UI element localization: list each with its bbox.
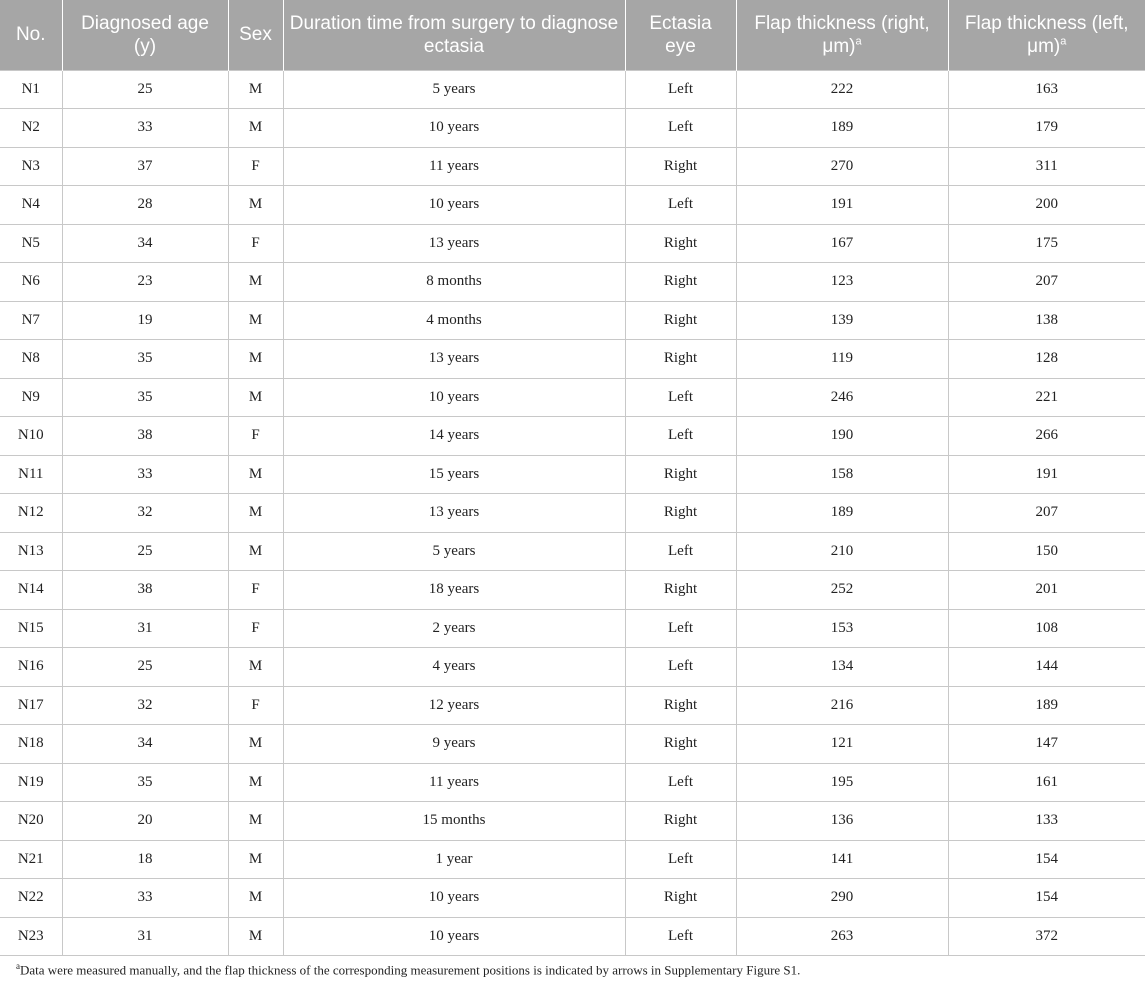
cell-age: 33 [62, 109, 228, 148]
table-row [0, 186, 1145, 225]
cell-flap-right: 141 [736, 840, 948, 879]
table-row [0, 301, 1145, 340]
cell-no: N14 [0, 571, 62, 610]
table-row [0, 686, 1145, 725]
cell-ectasia-eye: Right [625, 571, 736, 610]
cell-sex: M [228, 840, 283, 879]
cell-flap-left: 207 [948, 263, 1145, 302]
footnote-text: Data were measured manually, and the flap thickness of the corresponding measurement positions is indicated by arrows in Supplementary Figure S1. [20, 962, 801, 978]
cell-flap-left: 189 [948, 686, 1145, 725]
cell-no: N5 [0, 224, 62, 263]
cell-flap-right: 134 [736, 648, 948, 687]
cell-flap-left: 200 [948, 186, 1145, 225]
cell-no: N22 [0, 879, 62, 918]
table-row [0, 725, 1145, 764]
header-label: Sex [239, 24, 272, 46]
header-label: No. [15, 24, 46, 46]
cell-flap-right: 167 [736, 224, 948, 263]
cell-sex: M [228, 70, 283, 109]
cell-sex: M [228, 763, 283, 802]
cell-flap-left: 191 [948, 455, 1145, 494]
cell-flap-left: 372 [948, 917, 1145, 956]
cell-ectasia-eye: Right [625, 686, 736, 725]
cell-age: 32 [62, 686, 228, 725]
cell-age: 25 [62, 70, 228, 109]
cell-ectasia-eye: Right [625, 725, 736, 764]
table-row [0, 455, 1145, 494]
cell-duration: 5 years [283, 532, 625, 571]
table-row [0, 340, 1145, 379]
cell-age: 38 [62, 417, 228, 456]
cell-duration: 10 years [283, 109, 625, 148]
cell-sex: M [228, 301, 283, 340]
cell-sex: F [228, 147, 283, 186]
cell-sex: F [228, 686, 283, 725]
cell-duration: 10 years [283, 879, 625, 918]
cell-sex: M [228, 879, 283, 918]
cell-flap-right: 246 [736, 378, 948, 417]
cell-age: 25 [62, 532, 228, 571]
cell-no: N10 [0, 417, 62, 456]
cell-no: N1 [0, 70, 62, 109]
cell-flap-left: 154 [948, 879, 1145, 918]
cell-no: N7 [0, 301, 62, 340]
cell-duration: 11 years [283, 147, 625, 186]
cell-flap-right: 189 [736, 494, 948, 533]
cell-sex: F [228, 609, 283, 648]
cell-sex: M [228, 648, 283, 687]
cell-age: 19 [62, 301, 228, 340]
cell-duration: 13 years [283, 340, 625, 379]
cell-duration: 10 years [283, 186, 625, 225]
table-row [0, 763, 1145, 802]
cell-flap-right: 195 [736, 763, 948, 802]
cell-flap-right: 252 [736, 571, 948, 610]
table-row [0, 802, 1145, 841]
cell-no: N8 [0, 340, 62, 379]
cell-sex: M [228, 340, 283, 379]
header-label: Duration time from surgery to diagnose ectasia [289, 12, 619, 57]
cell-flap-right: 136 [736, 802, 948, 841]
cell-no: N6 [0, 263, 62, 302]
header-label: Flap thickness (left, μm) [964, 12, 1129, 57]
table-row [0, 378, 1145, 417]
cell-sex: M [228, 455, 283, 494]
cell-age: 33 [62, 455, 228, 494]
cell-flap-right: 189 [736, 109, 948, 148]
cell-duration: 15 months [283, 802, 625, 841]
cell-ectasia-eye: Left [625, 648, 736, 687]
cell-age: 33 [62, 879, 228, 918]
cell-age: 20 [62, 802, 228, 841]
cell-ectasia-eye: Left [625, 532, 736, 571]
cell-flap-left: 128 [948, 340, 1145, 379]
footnote-ref: a [1060, 35, 1067, 48]
cell-flap-right: 119 [736, 340, 948, 379]
cell-age: 35 [62, 340, 228, 379]
cell-ectasia-eye: Left [625, 186, 736, 225]
cell-flap-right: 123 [736, 263, 948, 302]
cell-flap-right: 290 [736, 879, 948, 918]
cell-flap-left: 108 [948, 609, 1145, 648]
cell-no: N20 [0, 802, 62, 841]
cell-no: N16 [0, 648, 62, 687]
header-no [0, 0, 62, 70]
header-sex [228, 0, 283, 70]
cell-flap-right: 153 [736, 609, 948, 648]
cell-flap-right: 270 [736, 147, 948, 186]
header-ectasia-eye [625, 0, 736, 70]
table-row [0, 417, 1145, 456]
cell-no: N3 [0, 147, 62, 186]
cell-ectasia-eye: Left [625, 609, 736, 648]
cell-duration: 10 years [283, 378, 625, 417]
table-row [0, 917, 1145, 956]
table-row [0, 571, 1145, 610]
cell-age: 37 [62, 147, 228, 186]
header-flap-right [736, 0, 948, 70]
cell-flap-left: 311 [948, 147, 1145, 186]
cell-no: N17 [0, 686, 62, 725]
cell-flap-right: 190 [736, 417, 948, 456]
cell-no: N13 [0, 532, 62, 571]
cell-sex: M [228, 532, 283, 571]
cell-age: 31 [62, 917, 228, 956]
cell-flap-right: 139 [736, 301, 948, 340]
cell-ectasia-eye: Left [625, 109, 736, 148]
cell-ectasia-eye: Right [625, 879, 736, 918]
cell-flap-left: 201 [948, 571, 1145, 610]
cell-ectasia-eye: Left [625, 840, 736, 879]
table-row [0, 648, 1145, 687]
table-row [0, 224, 1145, 263]
cell-flap-right: 216 [736, 686, 948, 725]
table-row [0, 109, 1145, 148]
header-label: Ectasia eye [649, 12, 712, 57]
cell-flap-right: 121 [736, 725, 948, 764]
cell-ectasia-eye: Left [625, 917, 736, 956]
cell-ectasia-eye: Right [625, 301, 736, 340]
table-row [0, 70, 1145, 109]
cell-duration: 13 years [283, 494, 625, 533]
cell-ectasia-eye: Right [625, 455, 736, 494]
cell-no: N15 [0, 609, 62, 648]
table-row [0, 147, 1145, 186]
cell-no: N4 [0, 186, 62, 225]
cell-no: N23 [0, 917, 62, 956]
cell-duration: 9 years [283, 725, 625, 764]
cell-flap-left: 133 [948, 802, 1145, 841]
cell-ectasia-eye: Right [625, 224, 736, 263]
cell-age: 32 [62, 494, 228, 533]
cell-no: N21 [0, 840, 62, 879]
cell-flap-left: 147 [948, 725, 1145, 764]
footnote-ref: a [855, 35, 862, 48]
header-row [0, 0, 1145, 70]
cell-age: 23 [62, 263, 228, 302]
cell-flap-left: 144 [948, 648, 1145, 687]
header-diagnosed-age [62, 0, 228, 70]
cell-age: 35 [62, 378, 228, 417]
cell-age: 18 [62, 840, 228, 879]
cell-age: 31 [62, 609, 228, 648]
table-row [0, 263, 1145, 302]
header-flap-left [948, 0, 1145, 70]
cell-flap-left: 207 [948, 494, 1145, 533]
cell-no: N11 [0, 455, 62, 494]
cell-age: 34 [62, 725, 228, 764]
cell-duration: 1 year [283, 840, 625, 879]
cell-age: 38 [62, 571, 228, 610]
footnote [16, 961, 800, 978]
cell-ectasia-eye: Right [625, 263, 736, 302]
cell-no: N9 [0, 378, 62, 417]
cell-duration: 13 years [283, 224, 625, 263]
cell-age: 25 [62, 648, 228, 687]
cell-duration: 10 years [283, 917, 625, 956]
header-label: Flap thickness (right, μm) [754, 12, 930, 57]
cell-ectasia-eye: Right [625, 147, 736, 186]
cell-duration: 5 years [283, 70, 625, 109]
cell-flap-left: 138 [948, 301, 1145, 340]
table-row [0, 840, 1145, 879]
cell-no: N12 [0, 494, 62, 533]
cell-flap-left: 161 [948, 763, 1145, 802]
cell-sex: M [228, 378, 283, 417]
cell-flap-right: 263 [736, 917, 948, 956]
cell-flap-right: 222 [736, 70, 948, 109]
cell-sex: M [228, 494, 283, 533]
cell-flap-right: 191 [736, 186, 948, 225]
header-label: Diagnosed age (y) [81, 12, 209, 57]
cell-sex: M [228, 109, 283, 148]
cell-duration: 4 years [283, 648, 625, 687]
cell-sex: M [228, 725, 283, 764]
cell-ectasia-eye: Left [625, 378, 736, 417]
cell-flap-left: 154 [948, 840, 1145, 879]
footnote-marker: a [16, 961, 20, 971]
cell-age: 35 [62, 763, 228, 802]
cell-sex: F [228, 224, 283, 263]
cell-ectasia-eye: Right [625, 802, 736, 841]
cell-ectasia-eye: Left [625, 70, 736, 109]
cell-sex: M [228, 263, 283, 302]
cell-flap-left: 179 [948, 109, 1145, 148]
cell-duration: 2 years [283, 609, 625, 648]
cell-ectasia-eye: Right [625, 340, 736, 379]
cell-flap-left: 221 [948, 378, 1145, 417]
header-duration [283, 0, 625, 70]
cell-sex: F [228, 571, 283, 610]
cell-age: 34 [62, 224, 228, 263]
cell-sex: M [228, 186, 283, 225]
cell-flap-left: 266 [948, 417, 1145, 456]
cell-no: N19 [0, 763, 62, 802]
cell-age: 28 [62, 186, 228, 225]
cell-ectasia-eye: Left [625, 763, 736, 802]
cell-sex: M [228, 802, 283, 841]
cell-duration: 14 years [283, 417, 625, 456]
cell-flap-right: 158 [736, 455, 948, 494]
cell-duration: 8 months [283, 263, 625, 302]
cell-duration: 12 years [283, 686, 625, 725]
cell-flap-left: 175 [948, 224, 1145, 263]
cell-sex: M [228, 917, 283, 956]
cell-flap-left: 163 [948, 70, 1145, 109]
cell-sex: F [228, 417, 283, 456]
table-row [0, 532, 1145, 571]
cell-no: N2 [0, 109, 62, 148]
cell-ectasia-eye: Right [625, 494, 736, 533]
cell-no: N18 [0, 725, 62, 764]
cell-duration: 18 years [283, 571, 625, 610]
cell-duration: 15 years [283, 455, 625, 494]
table-body [0, 70, 1145, 956]
table-row [0, 609, 1145, 648]
cell-duration: 11 years [283, 763, 625, 802]
cell-duration: 4 months [283, 301, 625, 340]
cell-ectasia-eye: Left [625, 417, 736, 456]
cell-flap-left: 150 [948, 532, 1145, 571]
cell-flap-right: 210 [736, 532, 948, 571]
table-row [0, 494, 1145, 533]
table-row [0, 879, 1145, 918]
